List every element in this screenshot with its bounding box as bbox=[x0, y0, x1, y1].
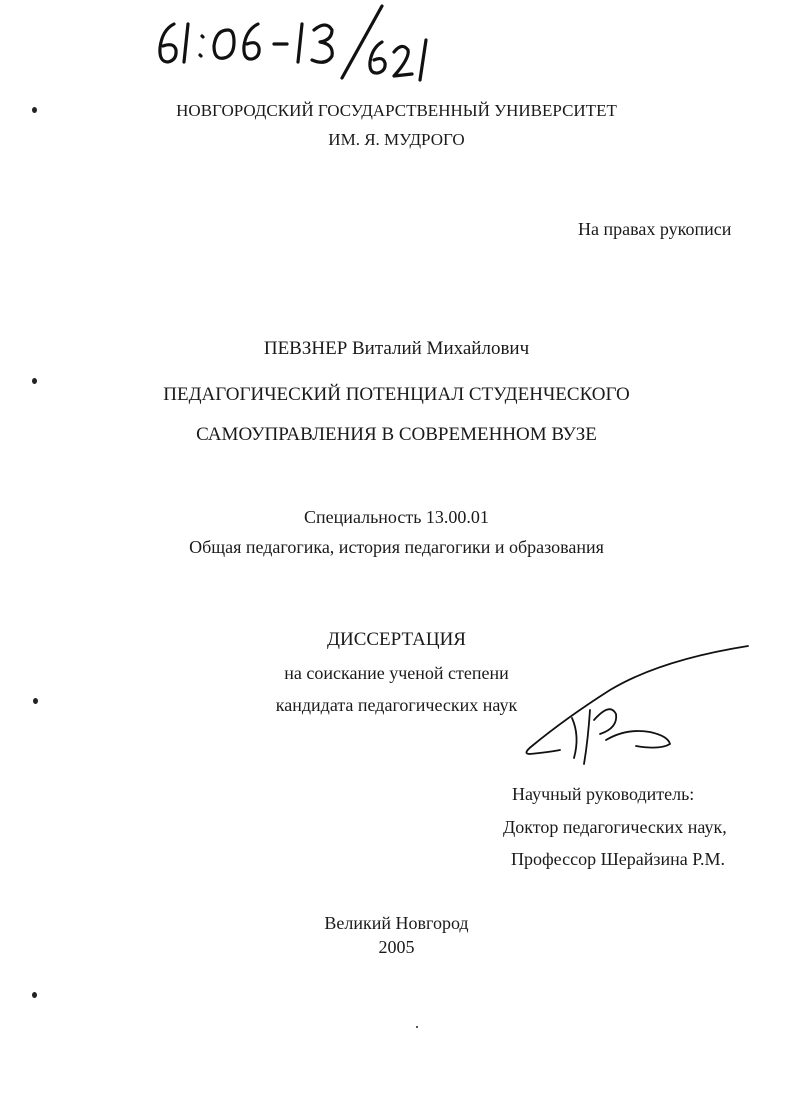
supervisor-degree: Доктор педагогических наук, bbox=[503, 817, 727, 837]
rights-note: На правах рукописи bbox=[578, 219, 732, 239]
specialty-code: Специальность 13.00.01 bbox=[304, 507, 489, 527]
document-type: ДИССЕРТАЦИЯ bbox=[327, 629, 466, 650]
handwritten-stamp-code bbox=[150, 0, 450, 100]
thesis-title-line2: САМОУПРАВЛЕНИЯ В СОВРЕМЕННОМ ВУЗЕ bbox=[196, 424, 597, 445]
year: 2005 bbox=[378, 937, 415, 957]
thesis-title-line1: ПЕДАГОГИЧЕСКИЙ ПОТЕНЦИАЛ СТУДЕНЧЕСКОГО bbox=[163, 384, 630, 405]
signature bbox=[510, 640, 770, 780]
degree-purpose-line2: кандидата педагогических наук bbox=[275, 695, 518, 715]
supervisor-label: Научный руководитель: bbox=[512, 784, 695, 804]
speck-dot bbox=[416, 1026, 418, 1028]
university-subtitle: ИМ. Я. МУДРОГО bbox=[328, 130, 465, 149]
specialty-name: Общая педагогика, история педагогики и образования bbox=[189, 537, 604, 557]
university-name: НОВГОРОДСКИЙ ГОСУДАРСТВЕННЫЙ УНИВЕРСИТЕТ bbox=[176, 101, 617, 120]
city: Великий Новгород bbox=[324, 913, 469, 933]
margin-dot-4 bbox=[32, 992, 37, 998]
author-name: ПЕВЗНЕР Виталий Михайлович bbox=[263, 338, 530, 359]
supervisor-name: Профессор Шерайзина Р.М. bbox=[511, 849, 725, 869]
degree-purpose-line1: на соискание ученой степени bbox=[284, 663, 509, 683]
